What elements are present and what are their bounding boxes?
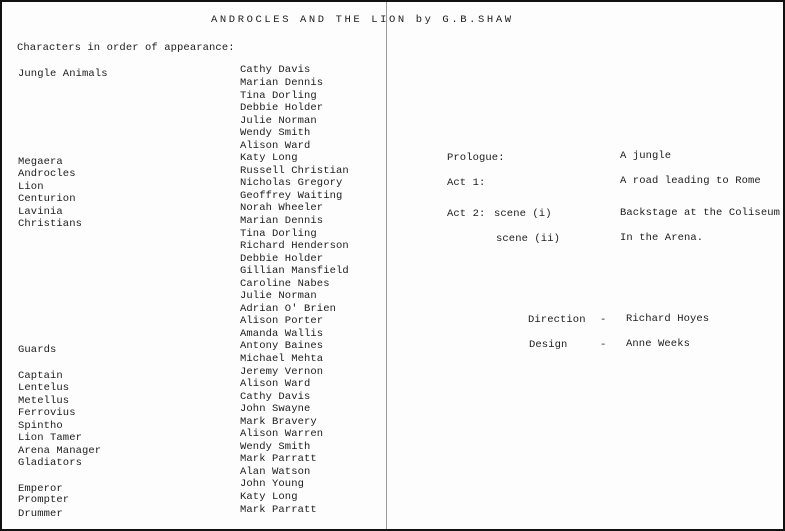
actor-name: Tina Dorling xyxy=(240,228,317,240)
role-emperor: Emperor xyxy=(18,483,63,495)
actor-name: John Swayne xyxy=(240,403,311,415)
actor-name: Alison Ward xyxy=(240,140,311,152)
actor-name: Amanda Wallis xyxy=(240,328,324,340)
role-metellus: Metellus xyxy=(18,395,70,407)
scene-label: Act 2: xyxy=(447,208,486,220)
actor-name: Alison Porter xyxy=(240,315,324,327)
actor-name: Debbie Holder xyxy=(240,102,324,114)
role-spintho: Spintho xyxy=(18,420,63,432)
actor-name: Debbie Holder xyxy=(240,253,324,265)
role-androcles: Androcles xyxy=(18,168,76,180)
credit-role: Direction xyxy=(528,314,586,326)
role-lion-tamer: Lion Tamer xyxy=(18,432,83,444)
actor-name: Adrian O' Brien xyxy=(240,303,337,315)
role-gladiators: Gladiators xyxy=(18,457,83,469)
actor-name: Nicholas Gregory xyxy=(240,177,343,189)
scene-label: Act 1: xyxy=(447,177,486,189)
role-christians: Christians xyxy=(18,218,83,230)
actor-name: Gillian Mansfield xyxy=(240,265,349,277)
scene-sub: scene (ii) xyxy=(496,233,561,245)
role-centurion: Centurion xyxy=(18,193,76,205)
actor-name: Wendy Smith xyxy=(240,441,311,453)
role-prompter: Prompter xyxy=(18,494,70,506)
credit-dash: - xyxy=(600,339,607,351)
actor-name: Geoffrey Waiting xyxy=(240,190,343,202)
role-drummer: Drummer xyxy=(18,508,63,520)
role-lentelus: Lentelus xyxy=(18,382,70,394)
role-arena-manager: Arena Manager xyxy=(18,445,102,457)
actor-name: Alison Warren xyxy=(240,428,324,440)
actor-name: Julie Norman xyxy=(240,290,317,302)
actor-name: Jeremy Vernon xyxy=(240,366,324,378)
scene-setting: Backstage at the Coliseum xyxy=(620,207,781,219)
actor-name: Alan Watson xyxy=(240,466,311,478)
actor-name: Michael Mehta xyxy=(240,353,324,365)
actor-name: Norah Wheeler xyxy=(240,202,324,214)
role-megaera: Megaera xyxy=(18,156,63,168)
role-ferrovius: Ferrovius xyxy=(18,407,76,419)
role-lion: Lion xyxy=(18,181,44,193)
actor-name: John Young xyxy=(240,478,305,490)
actor-name: Antony Baines xyxy=(240,340,324,352)
actor-name: Katy Long xyxy=(240,152,298,164)
role-captain: Captain xyxy=(18,370,63,382)
actor-name: Julie Norman xyxy=(240,115,317,127)
role-lavinia: Lavinia xyxy=(18,206,63,218)
scene-setting: In the Arena. xyxy=(620,232,704,244)
role-jungle-animals: Jungle Animals xyxy=(18,68,108,80)
play-title: ANDROCLES AND THE LION by G.B.SHAW xyxy=(211,14,514,26)
actor-name: Tina Dorling xyxy=(240,90,317,102)
actor-name: Russell Christian xyxy=(240,165,349,177)
scene-label: Prologue: xyxy=(447,152,505,164)
actor-name: Cathy Davis xyxy=(240,64,311,76)
cast-heading: Characters in order of appearance: xyxy=(17,42,235,54)
credit-name: Richard Hoyes xyxy=(626,313,710,325)
actor-name: Marian Dennis xyxy=(240,77,324,89)
scene-setting: A jungle xyxy=(620,150,672,162)
scene-sub: scene (i) xyxy=(494,208,552,220)
actor-name: Alison Ward xyxy=(240,378,311,390)
role-guards: Guards xyxy=(18,344,57,356)
credit-role: Design xyxy=(529,339,568,351)
actor-name: Caroline Nabes xyxy=(240,278,330,290)
credit-dash: - xyxy=(600,314,607,326)
actor-name: Mark Parratt xyxy=(240,453,317,465)
actor-name: Wendy Smith xyxy=(240,127,311,139)
actor-name: Marian Dennis xyxy=(240,215,324,227)
actor-name: Richard Henderson xyxy=(240,240,349,252)
actor-name: Cathy Davis xyxy=(240,391,311,403)
actor-name: Mark Parratt xyxy=(240,504,317,516)
fold-line xyxy=(386,2,387,529)
actor-name: Katy Long xyxy=(240,491,298,503)
credit-name: Anne Weeks xyxy=(626,338,691,350)
scene-setting: A road leading to Rome xyxy=(620,175,761,187)
actor-name: Mark Bravery xyxy=(240,416,317,428)
